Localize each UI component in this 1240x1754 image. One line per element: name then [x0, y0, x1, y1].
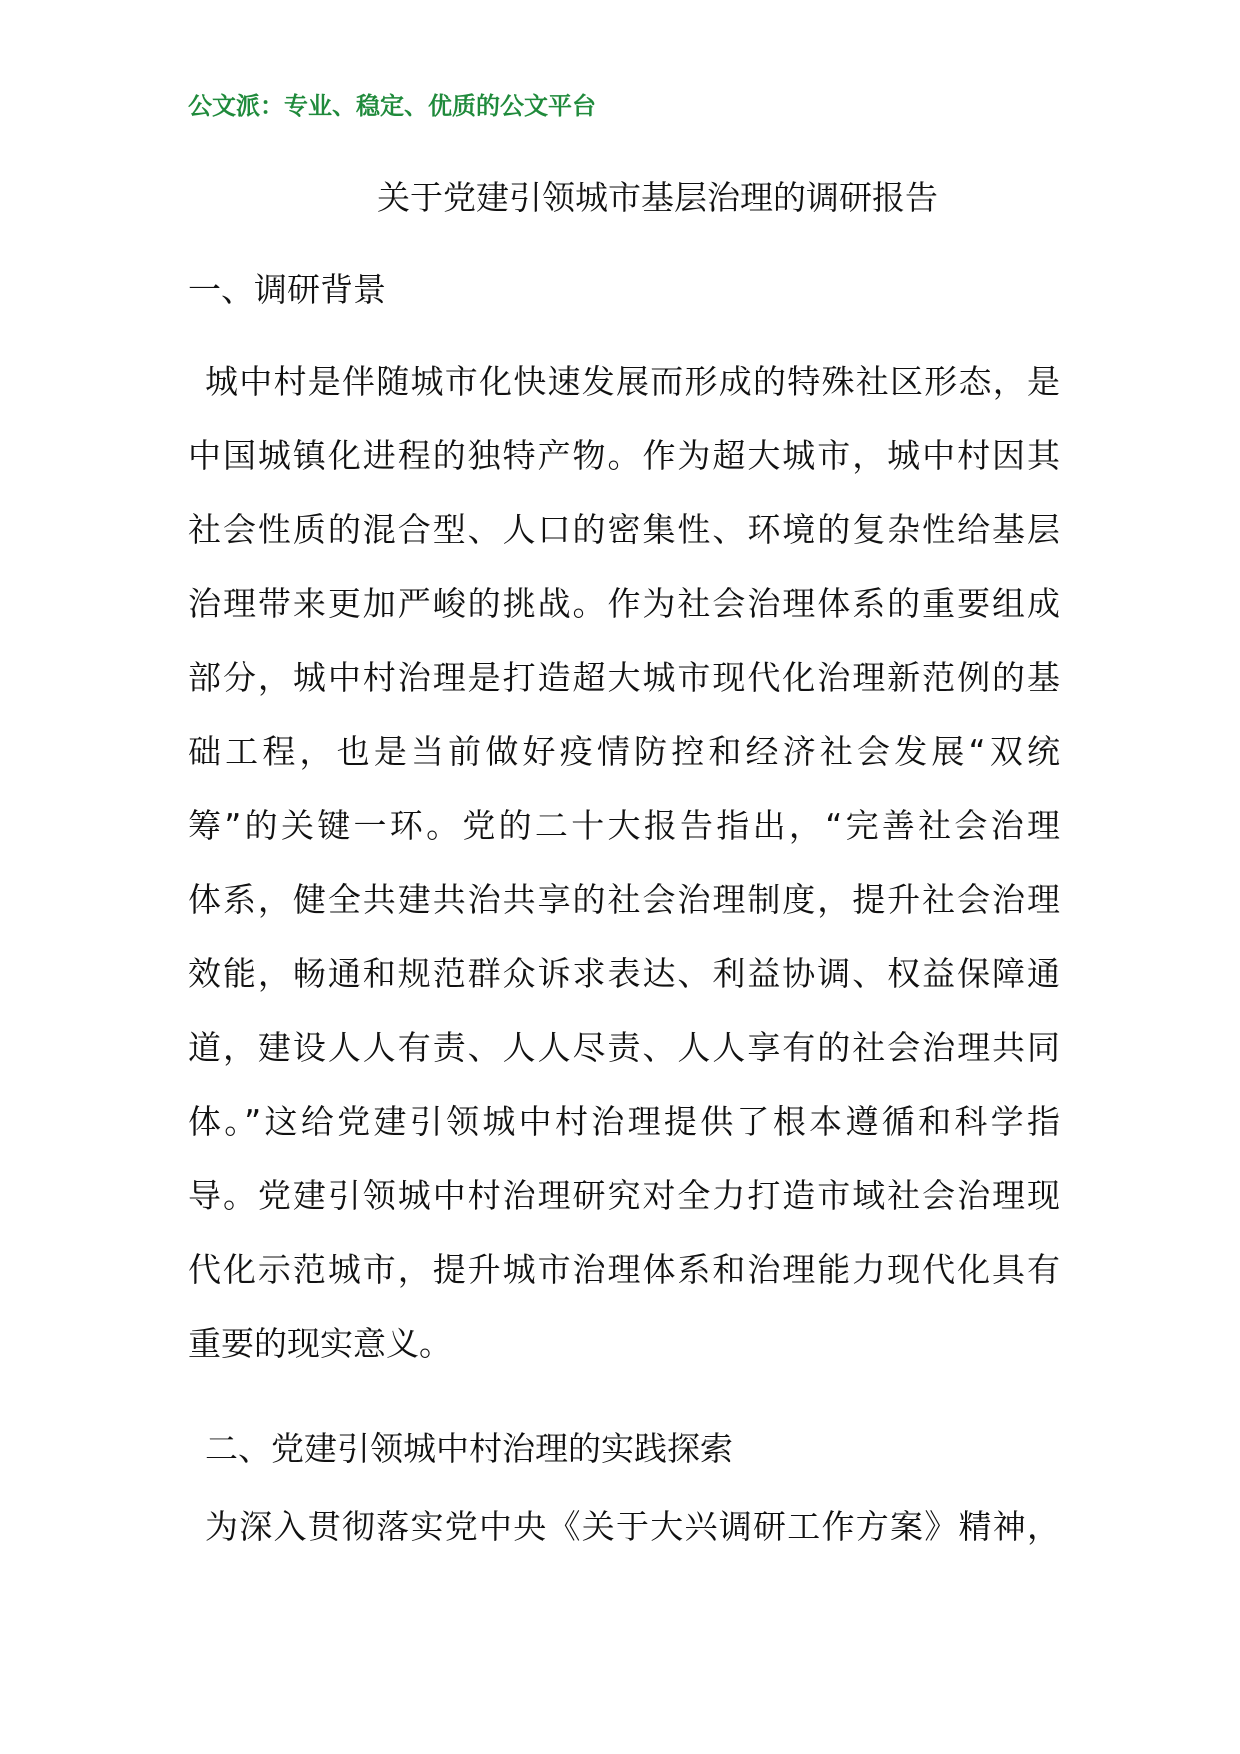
- section-heading-1: 一、调研背景: [188, 270, 386, 309]
- document-title: 关于党建引领城市基层治理的调研报告: [377, 178, 938, 217]
- section-heading-2: 二、党建引领城中村治理的实践探索: [205, 1429, 733, 1468]
- paragraph-line: 导。党建引领城中村治理研究对全力打造市域社会治理现: [188, 1176, 1060, 1215]
- paragraph-line: 筹”的关键一环。党的二十大报告指出，“完善社会治理: [188, 806, 1060, 845]
- paragraph-line: 体系，健全共建共治共享的社会治理制度，提升社会治理: [188, 880, 1060, 919]
- paragraph-line: 体。”这给党建引领城中村治理提供了根本遵循和科学指: [188, 1102, 1060, 1141]
- paragraph-line: 社会性质的混合型、人口的密集性、环境的复杂性给基层: [188, 510, 1060, 549]
- paragraph-line: 中国城镇化进程的独特产物。作为超大城市，城中村因其: [188, 436, 1060, 475]
- header-brand: 公文派：专业、稳定、优质的公文平台: [188, 91, 596, 120]
- paragraph-line: 础工程，也是当前做好疫情防控和经济社会发展“双统: [188, 732, 1060, 771]
- paragraph-line: 为深入贯彻落实党中央《关于大兴调研工作方案》精神，: [205, 1507, 1060, 1546]
- paragraph-line: 效能，畅通和规范群众诉求表达、利益协调、权益保障通: [188, 954, 1060, 993]
- paragraph-line: 城中村是伴随城市化快速发展而形成的特殊社区形态，是: [205, 362, 1060, 401]
- paragraph-line: 道，建设人人有责、人人尽责、人人享有的社会治理共同: [188, 1028, 1060, 1067]
- paragraph-line: 部分，城中村治理是打造超大城市现代化治理新范例的基: [188, 658, 1060, 697]
- paragraph-line: 代化示范城市，提升城市治理体系和治理能力现代化具有: [188, 1250, 1060, 1289]
- paragraph-line: 治理带来更加严峻的挑战。作为社会治理体系的重要组成: [188, 584, 1060, 623]
- paragraph-line: 重要的现实意义。: [188, 1324, 452, 1363]
